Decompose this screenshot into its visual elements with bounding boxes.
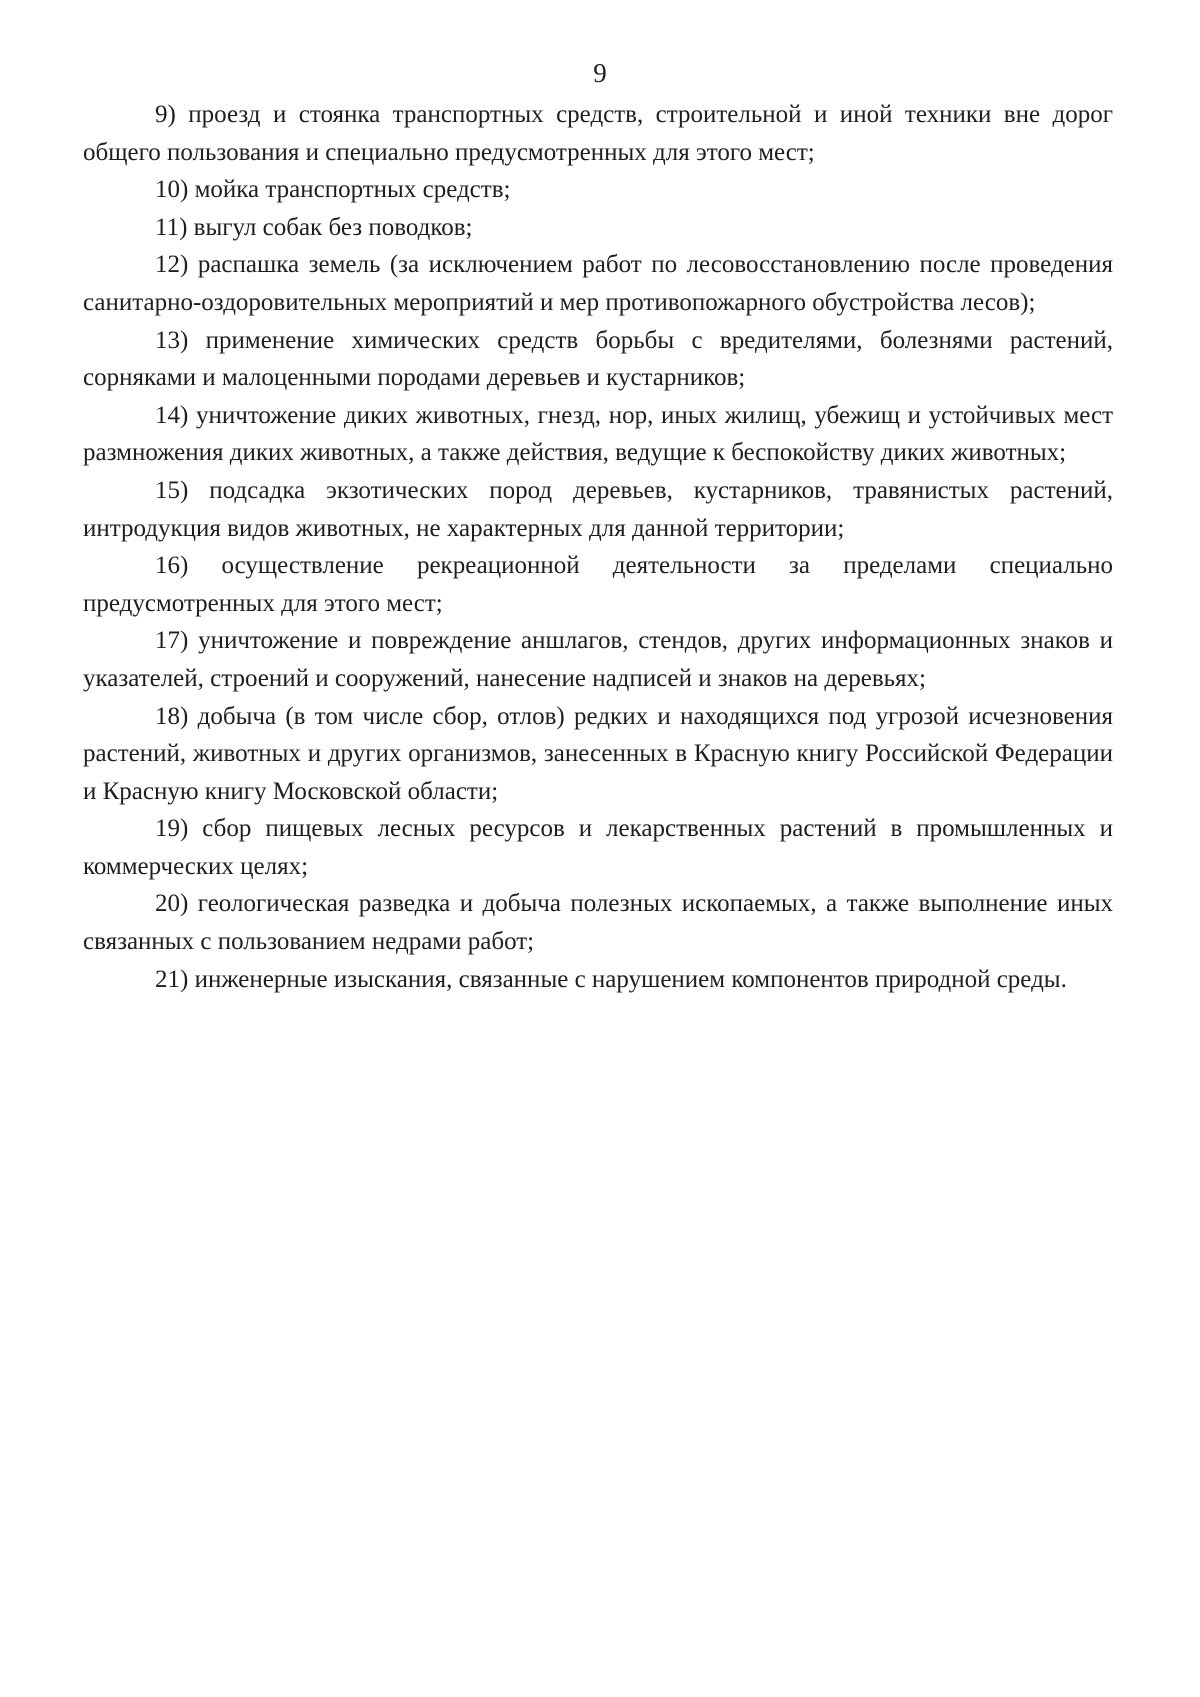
list-item-text: геологическая разведка и добыча полезных ископаемых, а также выполнение иных связанных с пользованием недрами работ; [83, 890, 1114, 956]
list-item [83, 322, 1113, 397]
list-item-number: 13) [155, 326, 189, 354]
prohibited-activities-list [83, 96, 1113, 998]
list-item-text: подсадка экзотических пород деревьев, кустарников, травянистых растений, интродукция видов животных, не характерных для данной территории; [83, 476, 1113, 542]
list-item [83, 246, 1113, 321]
list-item-number: 19) [155, 815, 189, 843]
list-item-number: 17) [155, 627, 189, 655]
list-item-text: уничтожение диких животных, гнезд, нор, иных жилищ, убежищ и устойчивых мест размножения диких животных, а также действия, ведущие к беспокойству диких животных; [83, 401, 1114, 467]
list-item [83, 96, 1113, 171]
list-item-text: осуществление рекреационной деятельности за пределами специально предусмотренных для этого мест; [83, 552, 1113, 617]
list-item-text: применение химических средств борьбы с вредителями, болезнями растений, сорняками и малоценными породами деревьев и кустарников; [83, 326, 1113, 392]
list-item [83, 472, 1113, 547]
page-number: 9 [593, 58, 607, 88]
list-item [83, 885, 1113, 960]
list-item-text: добыча (в том числе сбор, отлов) редких и находящихся под угрозой исчезновения растений, животных и других организмов, занесенных в Красную книгу Российской Федерации и Красную книгу Московской области; [83, 702, 1113, 805]
list-item-number: 21) [155, 965, 189, 993]
list-item-text: уничтожение и повреждение аншлагов, стендов, других информационных знаков и указателей, строений и сооружений, нанесение надписей и знаков на деревьях; [83, 627, 1114, 692]
list-item-number: 9) [155, 101, 176, 128]
list-item [83, 622, 1113, 697]
list-item-number: 12) [155, 251, 189, 279]
list-item-number: 10) [155, 176, 189, 204]
list-item [83, 209, 1113, 247]
list-item-text: сбор пищевых лесных ресурсов и лекарственных растений в промышленных и коммерческих целях; [83, 815, 1114, 880]
list-item [83, 171, 1113, 209]
list-item [83, 961, 1113, 999]
list-item [83, 698, 1113, 811]
list-item-number: 20) [155, 890, 189, 918]
list-item-text: инженерные изыскания, связанные с нарушением компонентов природной среды. [194, 965, 1067, 993]
list-item [83, 547, 1113, 622]
list-item-number: 14) [155, 401, 189, 429]
list-item-number: 11) [155, 213, 188, 241]
list-item-text: выгул собак без поводков; [193, 213, 473, 241]
list-item-text: распашка земель (за исключением работ по лесовосстановлению после проведения санитарно-оздоровительных мероприятий и мер противопожарного обустройства лесов); [83, 251, 1114, 316]
list-item [83, 810, 1113, 885]
list-item-text: мойка транспортных средств; [194, 176, 511, 204]
list-item-number: 16) [155, 552, 189, 580]
list-item [83, 397, 1113, 472]
list-item-number: 18) [155, 702, 189, 730]
list-item-text: проезд и стоянка транспортных средств, строительной и иной техники вне дорог общего пользования и специально предусмотренных для этого мест; [83, 101, 1114, 166]
list-item-number: 15) [155, 476, 189, 504]
